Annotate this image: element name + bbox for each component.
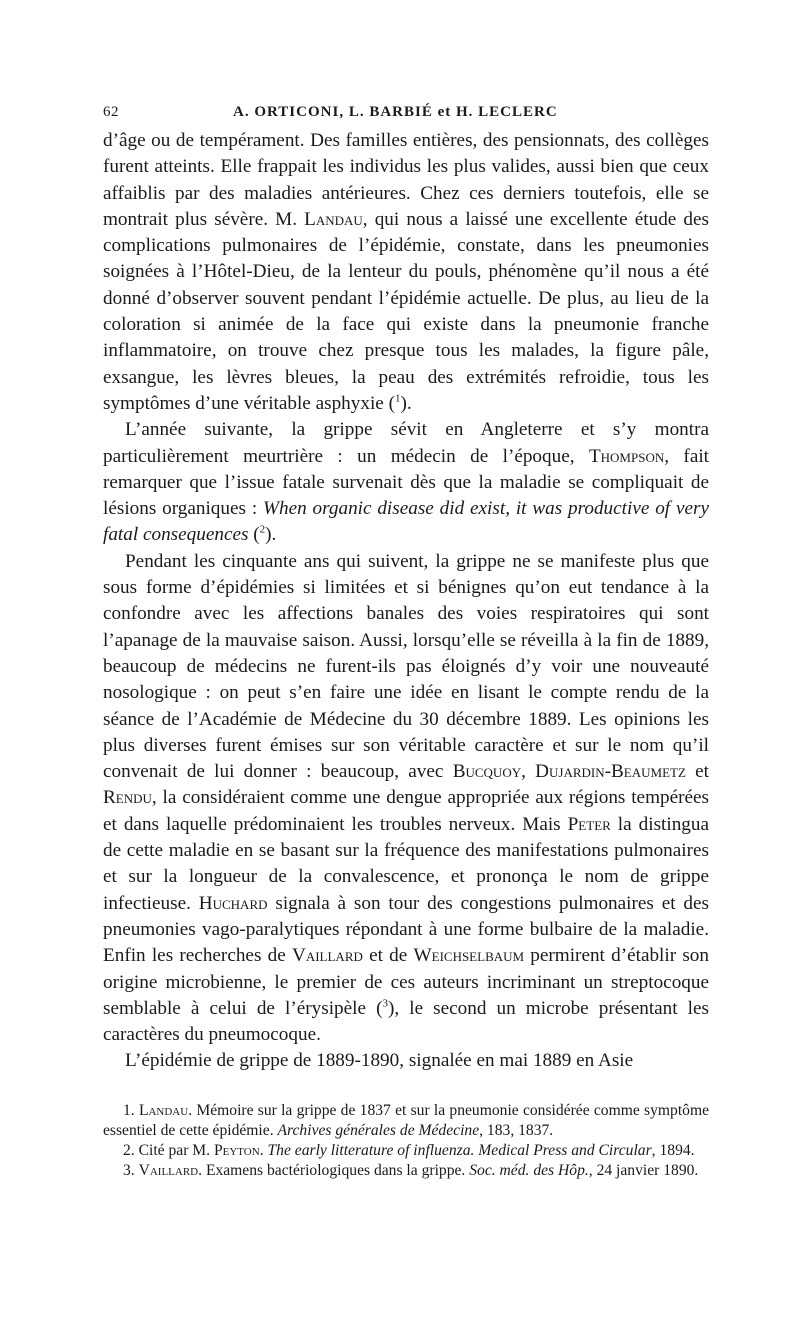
text-run: d’âge ou de tempérament. Des familles entières, des pensionnats, des collèges furent atteints. Elle frappait les individus les plus valides, aussi bien que ceux affaiblis par des maladies antérieures. Chez ces derniers toutefois, elle se montrait plus sévère. M. [103, 130, 709, 230]
text-run: permirent d’établir son origine microbienne, le premier de ces auteurs incriminant un streptocoque semblable à celui de l’érysipèle ( [103, 945, 709, 1019]
text-run: , [521, 761, 536, 783]
text-run: ( [248, 524, 260, 546]
text-run: . Mémoire sur la grippe de 1837 et sur la pneumonie considérée comme symptôme essentiel de cette épidémie. [103, 1101, 710, 1139]
italic-text: Archives générales de Médecine [277, 1121, 480, 1139]
author-name: Bucquoy [452, 761, 522, 783]
text-run: et [685, 761, 710, 783]
text-run: ), le second un microbe présentant les caractères du pneumocoque. [103, 997, 710, 1046]
text-run: , fait remarquer que l’issue fatale survenait dès que la maladie se compliquait de lésions organiques : [103, 445, 709, 520]
text-run: . [259, 1141, 268, 1159]
paragraph [103, 417, 709, 548]
text-run: Pendant les cinquante ans qui suivent, la grippe ne se manifeste plus que sous forme d’épidémies si limitées et si bénignes qu’on eut tendance à la confondre avec les affections banales des voies respiratoires qui sont l’apanage de la mauvaise saison. Aussi, lorsqu’elle se réveilla à la fin de 1889, beaucoup de médecins ne furent-ils pas éloignés d’y voir une nouveauté nosologique : on peut s’en faire une idée en lisant le compte rendu de la séance de l’Académie de Médecine du 30 décembre 1889. Les opinions les plus diverses furent émises sur son véritable caractère et sur le nom qu’il convenait de lui donner : beaucoup, avec [103, 550, 709, 783]
paragraph [103, 549, 709, 1049]
text-run: L’année suivante, la grippe sévit en Angleterre et s’y montra particulièrement meurtrière : un médecin de l’époque, [103, 419, 709, 467]
header-authors: A. ORTICONI, L. BARBIÉ et H. LECLERC [233, 104, 558, 120]
author-name: Vaillard [291, 945, 363, 967]
text-run: ). [265, 524, 277, 546]
running-head [103, 100, 709, 128]
paragraph [103, 1048, 709, 1074]
footnote [103, 1141, 709, 1161]
italic-text: When organic disease did exist, it was productive of very fatal consequences [103, 498, 709, 546]
italic-text: Soc. méd. des Hôp. [469, 1161, 589, 1179]
text-run: et de [362, 945, 414, 967]
document-page [103, 100, 709, 1181]
body-text [103, 128, 709, 1075]
paragraph [103, 128, 709, 417]
text-run: , la considéraient comme une dengue appropriée aux régions tempérées et dans laquelle prédominaient les troubles nerveux. Mais [103, 787, 709, 835]
author-name: Rendu [103, 787, 152, 809]
author-name: Peter [567, 813, 611, 835]
footnote [103, 1101, 709, 1141]
text-run: . Examens bactériologiques dans la grippe. [198, 1161, 470, 1179]
author-name: Huchard [198, 892, 268, 914]
author-name: Vaillard [138, 1161, 199, 1179]
author-name: Dujardin-Beaumetz [535, 761, 686, 783]
author-name: Thompson [588, 445, 665, 467]
note-reference: 3 [382, 997, 388, 1010]
note-reference: 2 [259, 524, 266, 537]
text-run: , 183, 1837. [479, 1121, 554, 1139]
text-run: signala à son tour des congestions pulmonaires et des pneumonies vago-paralytiques répondant à une forme bulbaire de la maladie. Enfin les recherches de [103, 892, 709, 967]
text-run: 2. Cité par M. [123, 1141, 214, 1159]
text-run: , qui nous a laissé une excellente étude des complications pulmonaires de l’épidémie, constate, dans les pneumonies soignées à l’Hôtel-Dieu, de la lenteur du pouls, phénomène qu’il nous a été donné d’observer souvent pendant l’épidémie actuelle. De plus, au lieu de la coloration si animée de la face qui existe dans la pneumonie franche inflammatoire, on trouve chez presque tous les malades, la figure pâle, exsangue, les lèvres bleues, la peau des extrémités refroidie, tous les symptômes d’une véritable asphyxie ( [103, 208, 709, 414]
author-name: Peyton [213, 1141, 260, 1159]
italic-text: The early litterature of influenza. Medical Press and Circular [267, 1141, 652, 1159]
text-run: , 1894. [651, 1141, 695, 1159]
note-reference: 1 [395, 392, 401, 405]
author-name: Landau [304, 208, 363, 230]
text-run: 3. [123, 1161, 139, 1179]
text-run: ). [400, 392, 412, 414]
footnotes [103, 1101, 709, 1181]
author-name: Landau [138, 1101, 189, 1119]
author-name: Weichselbaum [413, 945, 525, 967]
footnote [103, 1161, 709, 1181]
text-run: L’épidémie de grippe de 1889-1890, signalée en mai 1889 en Asie [125, 1050, 634, 1072]
text-run: 1. [123, 1101, 139, 1119]
text-run: la distingua de cette maladie en se basant sur la fréquence des manifestations pulmonaires et sur la longueur de la convalescence, et prononça le nom de grippe infectieuse. [103, 813, 710, 914]
text-run: , 24 janvier 1890. [588, 1161, 699, 1179]
page-number: 62 [103, 104, 119, 120]
